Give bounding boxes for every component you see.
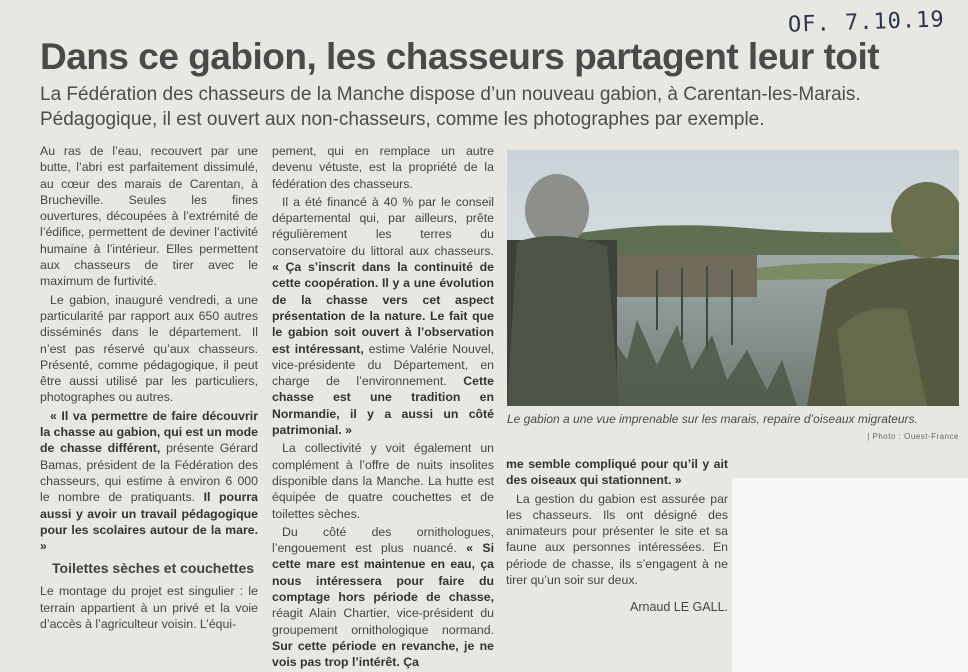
paragraph: Le gabion, inauguré vendredi, a une particularité par rapport aux 650 autres disséminés dans le département. Il n’est pas réservé qu’aux chasseurs. Présenté, comme pédagogique, il peut être aussi utilisé par les particuliers, photographes ou autres. bbox=[40, 292, 258, 405]
paragraph-text: Il a été financé à 40 % par le conseil départemental qui, par ailleurs, prête régulièrement les terres du conservatoire du littoral aux chasseurs. bbox=[272, 194, 494, 258]
paragraph-text: présente Gérard Bamas, président de la Fédération des chasseurs, qui estime à environ 6 000 le nombre de pratiquants. bbox=[40, 441, 258, 505]
paragraph: pement, qui en remplace un autre devenu vétuste, est la propriété de la fédération des chasseurs. bbox=[272, 144, 494, 191]
article-column-1 bbox=[40, 143, 258, 632]
quote-bold: Il pourra aussi y avoir un travail pédagogique pour les scolaires autour de la mare. » bbox=[40, 490, 258, 554]
paragraph: Au ras de l’eau, recouvert par une butte, l’abri est parfaitement dissimulé, au cœur des marais de Carentan, à Brucheville. Seules les fines ouvertures, découpées à l’extrémité de l’édifice, permettent de deviner l’activité humaine à l’intérieur. Elles permettent aux chasseurs de tirer avec le maximum de furtivité. bbox=[40, 144, 258, 289]
handwritten-date-note: OF. 7.10.19 bbox=[787, 7, 946, 38]
quote-bold: Cette chasse est une tradition en Normandie, il y a aussi un côté patrimonial. » bbox=[272, 374, 494, 438]
photo-credit: | Photo : Ouest-France bbox=[867, 432, 959, 441]
marsh-photo bbox=[507, 150, 959, 406]
standfirst-line-1: La Fédération des chasseurs de la Manche dispose d’un nouveau gabion, à Carentan-les-Marais. bbox=[40, 84, 861, 105]
article-column-3 bbox=[506, 456, 728, 588]
article-column-2 bbox=[272, 143, 494, 671]
headline: Dans ce gabion, les chasseurs partagent leur toit bbox=[40, 36, 880, 77]
author-signature: Arnaud LE GALL. bbox=[630, 600, 728, 614]
clipping-cutout-area bbox=[732, 478, 968, 672]
standfirst-line-2: Pédagogique, il est ouvert aux non-chasseurs, comme les photographes par exemple. bbox=[40, 109, 765, 130]
paragraph: Le montage du projet est singulier : le terrain appartient à un privé et la voie d’accès à l’agriculteur voisin. L’équi- bbox=[40, 584, 258, 632]
standfirst bbox=[40, 82, 920, 132]
paragraph: La gestion du gabion est assurée par les chasseurs. Ils ont désigné des animateurs pour présenter le site et sa faune aux personnes intéressées. En période de chasse, ils s’engagent à ne tirer qu’un soir sur deux. bbox=[506, 491, 728, 588]
paragraph bbox=[40, 408, 258, 555]
quote-bold: Sur cette période en revanche, je ne vois pas trop l’intérêt. Ça bbox=[272, 638, 494, 670]
quote-bold: me semble compliqué pour qu’il y ait des oiseaux qui stationnent. » bbox=[506, 457, 728, 488]
paragraph bbox=[272, 524, 494, 671]
paragraph-text: Du côté des ornithologues, l’engouement est plus nuancé. bbox=[272, 524, 494, 556]
paragraph bbox=[272, 194, 494, 438]
marsh-photo-illustration bbox=[507, 150, 959, 406]
quote-bold: « Il va permettre de faire découvrir la chasse au gabion, qui est un mode de chasse différent, bbox=[40, 408, 258, 456]
quote-bold: « Si cette mare est maintenue en eau, ça nous intéressera pour faire du comptage hors période de chasse, bbox=[272, 541, 494, 605]
quote-bold: « Ça s’inscrit dans la continuité de cette coopération. Il y a une évolution de la chasse vers cet aspect présentation de la nature. Le fait que le gabion soit ouvert à l’observation est intéressant, bbox=[272, 260, 494, 356]
paragraph-text: estime Valérie Nouvel, vice-présidente du Département, en charge de l’environnement. bbox=[272, 341, 494, 389]
photo-caption: Le gabion a une vue imprenable sur les marais, repaire d’oiseaux migrateurs. bbox=[507, 412, 918, 426]
paragraph-text: réagit Alain Chartier, vice-président du groupement ornithologique normand. bbox=[272, 606, 494, 637]
subheading: Toilettes sèches et couchettes bbox=[52, 560, 255, 577]
paragraph: La collectivité y voit également un complément à l’offre de nuits insolites disponible dans la Manche. La hutte est équipée de quatre couchettes et de toilettes sèches. bbox=[272, 441, 494, 521]
